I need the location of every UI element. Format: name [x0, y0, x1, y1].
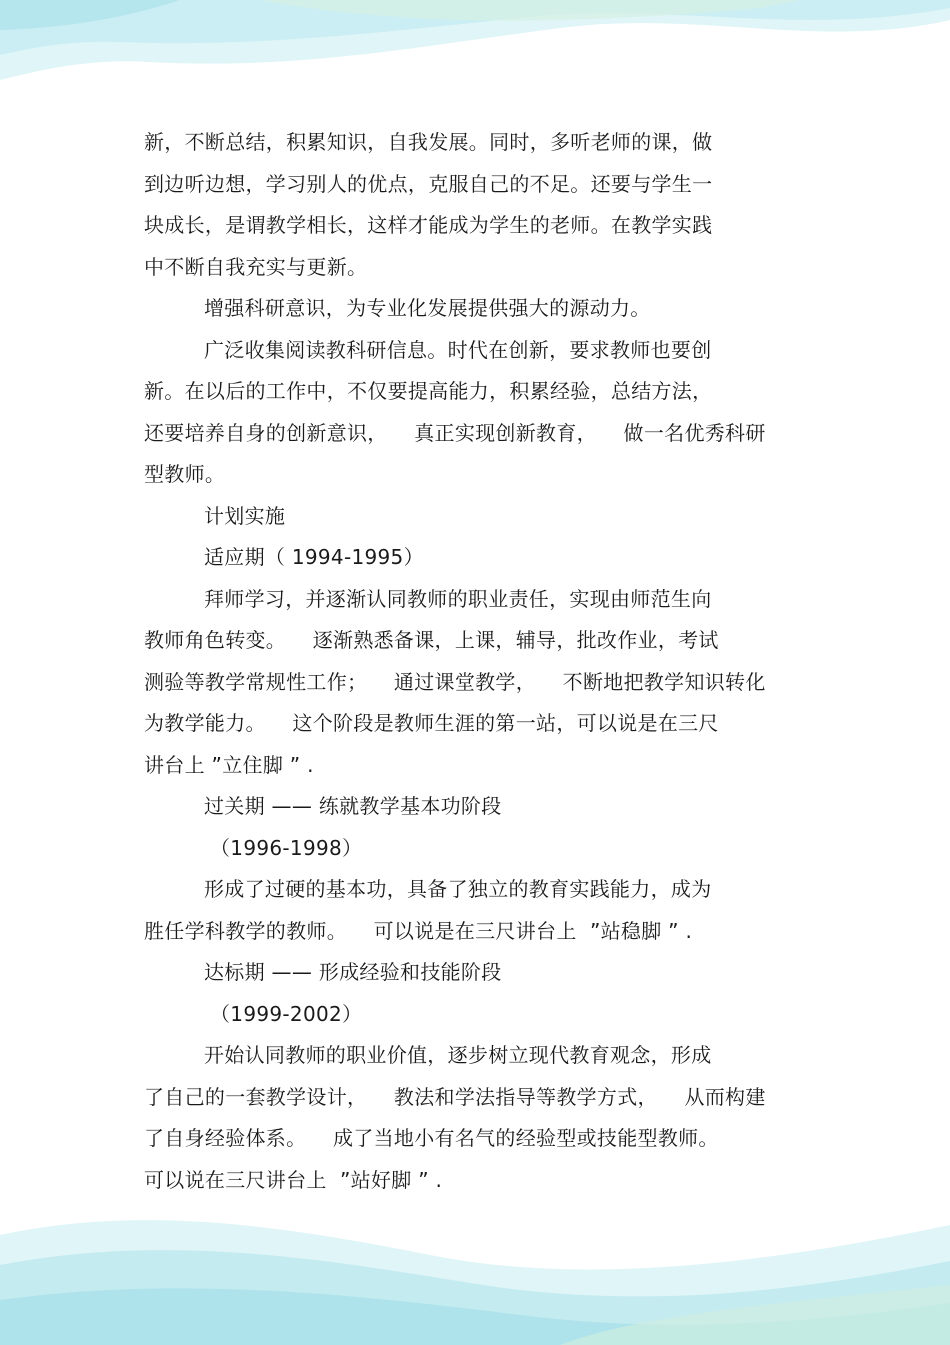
text-line: 拜师学习，并逐渐认同教师的职业责任，实现由师范生向: [204, 586, 712, 611]
text-line: 块成长，是谓教学相长，这样才能成为学生的老师。在教学实践: [144, 213, 713, 237]
text-line: 为教学能力。 这个阶段是教师生涯的第一站，可以说是在三尺: [144, 711, 719, 735]
text-line: 型教师。: [144, 462, 226, 486]
text-line: 新，不断总结，积累知识，自我发展。同时，多听老师的课，做: [144, 130, 713, 154]
document-body: [144, 122, 824, 1201]
text-line: 了自己的一套教学设计， 教法和学法指导等教学方式， 从而构建: [144, 1084, 766, 1109]
text-line: 广泛收集阅读教科研信息。时代在创新，要求教师也要创: [204, 337, 712, 362]
text-line: 教师角色转变。 逐渐熟悉备课，上课，辅导，批改作业，考试: [144, 628, 719, 652]
text-line: （1999-2002）: [210, 1001, 363, 1026]
text-line: 到边听边想，学习别人的优点，克服自己的不足。还要与学生一: [144, 171, 713, 196]
text-line: （1996-1998）: [210, 835, 363, 860]
text-line: 形成了过硬的基本功，具备了独立的教育实践能力，成为: [204, 877, 712, 901]
text-line: 可以说在三尺讲台上 ”站好脚 ” .: [144, 1167, 443, 1192]
text-line: 过关期 —— 练就教学基本功阶段: [204, 794, 502, 818]
text-line: 计划实施: [204, 503, 286, 528]
text-line: 增强科研意识，为专业化发展提供强大的源动力。: [204, 296, 651, 320]
text-line: 开始认同教师的职业价值，逐步树立现代教育观念，形成: [204, 1043, 712, 1067]
text-line: 达标期 —— 形成经验和技能阶段: [204, 960, 502, 984]
text-line: 讲台上 ”立住脚 ” .: [144, 752, 314, 777]
text-line: 胜任学科教学的教师。 可以说是在三尺讲台上 ”站稳脚 ” .: [144, 918, 693, 943]
text-line: 中不断自我充实与更新。: [144, 254, 368, 279]
text-line: 了自身经验体系。 成了当地小有名气的经验型或技能型教师。: [144, 1126, 719, 1150]
text-line: 新。在以后的工作中，不仅要提高能力，积累经验，总结方法，: [144, 379, 713, 403]
text-line: 适应期（ 1994-1995）: [204, 545, 424, 569]
header-wave-decoration: [0, 0, 950, 90]
text-line: 还要培养自身的创新意识， 真正实现创新教育， 做一名优秀科研: [144, 420, 766, 445]
text-line: 测验等教学常规性工作； 通过课堂教学， 不断地把教学知识转化: [144, 669, 766, 694]
footer-wave-decoration: [0, 1195, 950, 1345]
